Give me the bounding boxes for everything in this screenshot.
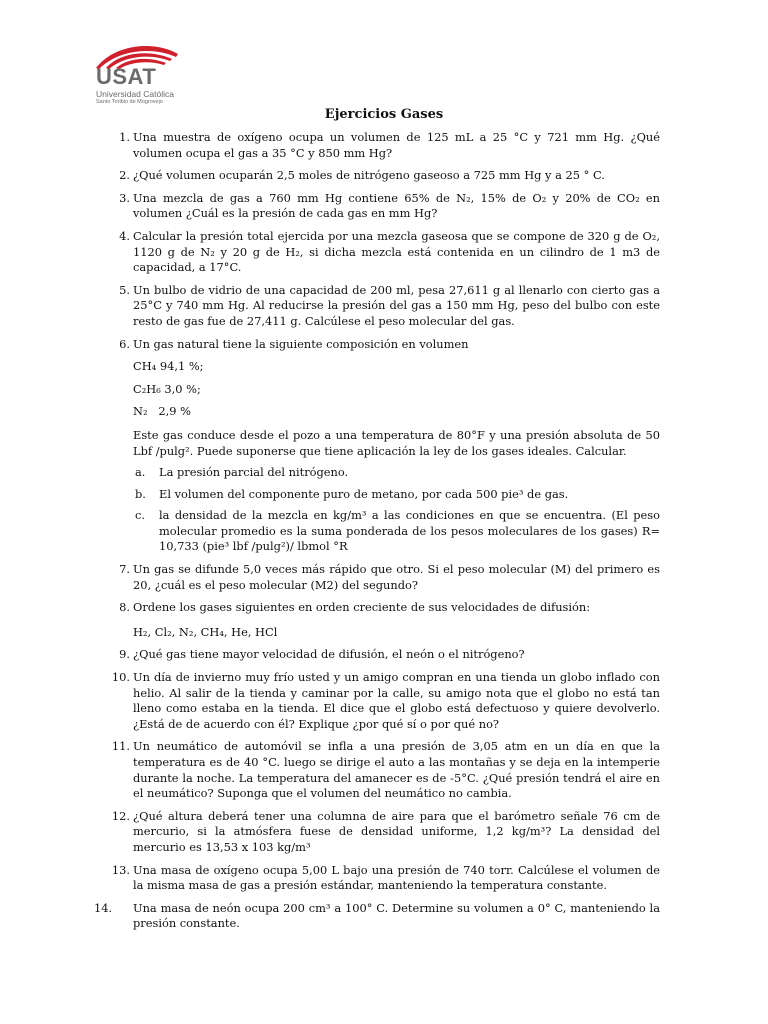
exercise-11 xyxy=(104,739,660,801)
exercise-number: 5. xyxy=(119,282,130,297)
logo-university-name: Universidad Católica xyxy=(96,89,174,99)
sub-question-text: la densidad de la mezcla en kg/m³ a las condiciones en que se encuentra. (El peso molecular promedio es la suma ponderada de los pesos moleculares de los gases) R= 10,733 (pie³ lbf /pulg²)/ lbmol °R xyxy=(159,508,660,554)
exercise-number: 4. xyxy=(119,228,130,243)
exercise-text: ¿Qué gas tiene mayor velocidad de difusión, el neón o el nitrógeno? xyxy=(133,647,525,662)
sub-question-a xyxy=(133,465,660,481)
exercise-number: 13. xyxy=(111,862,130,877)
exercise-7 xyxy=(104,562,660,593)
sub-question-letter: b. xyxy=(135,486,146,501)
exercise-text: Una mezcla de gas a 760 mm Hg contiene 65% de N₂, 15% de O₂ y 20% de CO₂ en volumen ¿Cuál es la presión de cada gas en mm Hg? xyxy=(133,190,660,221)
exercise-number: 6. xyxy=(119,336,130,351)
exercise-text: Una masa de oxígeno ocupa 5,00 L bajo una presión de 740 torr. Calcúlese el volumen de la misma masa de gas a presión estándar, manteniendo la temperatura constante. xyxy=(133,862,660,893)
exercise-text: Una muestra de oxígeno ocupa un volumen de 125 mL a 25 °C y 721 mm Hg. ¿Qué volumen ocupa el gas a 35 °C y 850 mm Hg? xyxy=(133,130,660,160)
sub-question-list xyxy=(133,465,660,555)
exercise-number: 7. xyxy=(119,562,130,577)
exercise-number: 8. xyxy=(119,600,130,615)
exercise-8 xyxy=(104,600,660,640)
exercise-number: 11. xyxy=(111,739,130,754)
composition-ethane: C₂H₆ 3,0 %; xyxy=(133,381,201,396)
exercise-list xyxy=(94,130,660,939)
exercise-number: 10. xyxy=(111,670,130,685)
sub-question-letter: c. xyxy=(135,508,146,523)
exercise-10 xyxy=(104,670,660,732)
document-title: Ejercicios Gases xyxy=(324,107,444,122)
exercise-text: Ordene los gases siguientes en orden creciente de sus velocidades de difusión: xyxy=(133,600,591,615)
exercise-text: Calcular la presión total ejercida por una mezcla gaseosa que se compone de 320 g de O₂, 1120 g de N₂ y 20 g de H₂, si dicha mezcla está contenida en un cilindro de 1 m3 de capacidad, a 17°C. xyxy=(133,228,660,275)
exercise-1 xyxy=(104,130,660,161)
exercise-14 xyxy=(94,900,660,932)
exercise-4 xyxy=(104,229,660,276)
usat-logo xyxy=(92,42,182,106)
composition-methane: CH₄ 94,1 %; xyxy=(133,359,204,374)
logo-university-subtitle: Santo Toribio de Mogrovejo xyxy=(96,99,163,105)
exercise-9 xyxy=(104,647,660,663)
exercise-2 xyxy=(104,168,660,184)
exercise-5 xyxy=(104,283,660,330)
exercise-number: 3. xyxy=(119,190,130,205)
exercise-text: Un neumático de automóvil se infla a una presión de 3,05 atm en un día en que la temperatura es de 40 °C. luego se dirige el auto a las montañas y se deja en la intemperie durante la noche. La temperatura del amanecer es de -5°C. ¿Qué presión tendrá el aire en el neumático? Suponga que el volumen del neumático no cambia. xyxy=(133,739,660,801)
sub-question-c xyxy=(133,508,660,555)
gas-list: H₂, Cl₂, N₂, CH₄, He, HCl xyxy=(133,624,278,639)
sub-question-letter: a. xyxy=(135,465,146,480)
exercise-3 xyxy=(104,191,660,222)
exercise-number: 2. xyxy=(119,168,130,183)
exercise-text: Un día de invierno muy frío usted y un amigo compran en una tienda un globo inflado con helio. Al salir de la tienda y caminar por la calle, su amigo nota que el globo no está tan lleno como estaba en la tienda. El dice que el globo está defectuoso y quiere devolverlo. ¿Está de de acuerdo con él? Explique ¿por qué sí o por qué no? xyxy=(133,670,660,731)
exercise-text: Una masa de neón ocupa 200 cm³ a 100° C. Determine su volumen a 0° C, manteniendo la presión constante. xyxy=(133,900,660,931)
exercise-13 xyxy=(104,863,660,894)
exercise-text: Un gas natural tiene la siguiente composición en volumen xyxy=(133,336,469,351)
exercise-conditions: Este gas conduce desde el pozo a una temperatura de 80°F y una presión absoluta de 50 Lbf /pulg². Puede suponerse que tiene aplicación la ley de los gases ideales. Calcular. xyxy=(133,427,660,458)
exercise-number: 9. xyxy=(119,647,130,662)
composition-nitrogen: N₂ 2,9 % xyxy=(133,404,191,419)
logo-wordmark: USAT xyxy=(96,64,157,89)
exercise-text: ¿Qué altura deberá tener una columna de aire para que el barómetro señale 76 cm de mercurio, si la atmósfera fuese de densidad uniforme, 1,2 kg/m³? La densidad del mercurio es 13,53 x 103 kg/m³ xyxy=(133,808,660,854)
exercise-number: 12. xyxy=(111,808,130,823)
exercise-number: 1. xyxy=(119,130,130,144)
sub-question-text: La presión parcial del nitrógeno. xyxy=(159,465,349,480)
exercise-6 xyxy=(104,337,660,556)
sub-question-b xyxy=(133,487,660,503)
exercise-text: ¿Qué volumen ocuparán 2,5 moles de nitrógeno gaseoso a 725 mm Hg y a 25 ° C. xyxy=(133,168,605,183)
exercise-text: Un bulbo de vidrio de una capacidad de 200 ml, pesa 27,611 g al llenarlo con cierto gas a 25°C y 740 mm Hg. Al reducirse la presión del gas a 150 mm Hg, peso del bulbo con este resto de gas fue de 27,411 g. Calcúlese el peso molecular del gas. xyxy=(133,282,660,328)
sub-question-text: El volumen del componente puro de metano, por cada 500 pie³ de gas. xyxy=(159,486,569,501)
exercise-12 xyxy=(104,809,660,856)
exercise-number: 14. xyxy=(94,900,113,915)
exercise-text: Un gas se difunde 5,0 veces más rápido que otro. Si el peso molecular (M) del primero es 20, ¿cuál es el peso molecular (M2) del segundo? xyxy=(133,562,660,592)
